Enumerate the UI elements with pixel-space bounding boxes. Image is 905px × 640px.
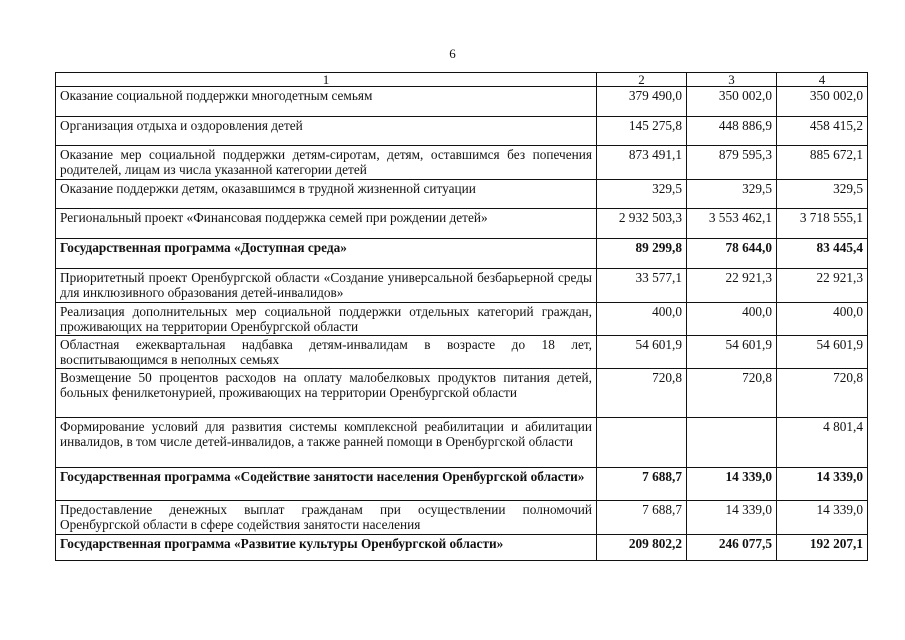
value-2023-cell: 54 601,9 [597,336,687,369]
row-name-cell: Оказание мер социальной поддержки детям-сиротам, детям, оставшимся без попечения родителей, лицам из числа указанной категории детей [56,146,597,180]
table-row [56,303,868,336]
value-2023-cell: 7 688,7 [597,501,687,535]
value-2024-cell: 22 921,3 [687,269,777,303]
table-row [56,117,868,146]
value-2023-cell: 33 577,1 [597,269,687,303]
value-2025-cell: 22 921,3 [777,269,868,303]
row-name-cell: Оказание социальной поддержки многодетным семьям [56,87,597,117]
column-header: 3 [687,73,777,87]
table-row [56,501,868,535]
value-2025-cell: 885 672,1 [777,146,868,180]
row-name-cell: Оказание поддержки детям, оказавшимся в трудной жизненной ситуации [56,180,597,209]
column-header: 2 [597,73,687,87]
row-name-cell: Возмещение 50 процентов расходов на оплату малобелковых продуктов питания детей, больных фенилкетонурией, проживающих на территории Оренбургской области [56,369,597,418]
value-2025-cell: 458 415,2 [777,117,868,146]
value-2024-cell: 350 002,0 [687,87,777,117]
row-name-cell: Областная ежеквартальная надбавка детям-инвалидам в возрасте до 18 лет, воспитывающимся в неполных семьях [56,336,597,369]
table-row [56,146,868,180]
table-row [56,369,868,418]
value-2023-cell: 379 490,0 [597,87,687,117]
value-2025-cell: 3 718 555,1 [777,209,868,239]
value-2023-cell: 209 802,2 [597,535,687,561]
value-2023-cell: 720,8 [597,369,687,418]
table-row [56,209,868,239]
table-row [56,468,868,501]
value-2023-cell [597,418,687,468]
budget-table [55,72,868,561]
value-2025-cell: 83 445,4 [777,239,868,269]
value-2024-cell: 14 339,0 [687,468,777,501]
table-row [56,336,868,369]
row-name-cell: Предоставление денежных выплат гражданам при осуществлении полномочий Оренбургской области в сфере содействия занятости населения [56,501,597,535]
value-2024-cell: 14 339,0 [687,501,777,535]
value-2023-cell: 329,5 [597,180,687,209]
value-2025-cell: 350 002,0 [777,87,868,117]
row-name-cell: Региональный проект «Финансовая поддержка семей при рождении детей» [56,209,597,239]
page-number: 6 [449,46,456,61]
value-2024-cell: 3 553 462,1 [687,209,777,239]
value-2023-cell: 7 688,7 [597,468,687,501]
value-2024-cell: 78 644,0 [687,239,777,269]
table-row [56,418,868,468]
row-name-cell: Приоритетный проект Оренбургской области «Создание универсальной безбарьерной среды для инклюзивного образования детей-инвалидов» [56,269,597,303]
value-2024-cell: 54 601,9 [687,336,777,369]
value-2025-cell: 720,8 [777,369,868,418]
value-2024-cell: 448 886,9 [687,117,777,146]
table-row [56,535,868,561]
row-name-cell: Государственная программа «Доступная среда» [56,239,597,269]
row-name-cell: Организация отдыха и оздоровления детей [56,117,597,146]
value-2024-cell: 329,5 [687,180,777,209]
value-2024-cell: 879 595,3 [687,146,777,180]
value-2025-cell: 400,0 [777,303,868,336]
row-name-cell: Государственная программа «Содействие занятости населения Оренбургской области» [56,468,597,501]
value-2024-cell: 400,0 [687,303,777,336]
value-2023-cell: 145 275,8 [597,117,687,146]
value-2023-cell: 89 299,8 [597,239,687,269]
value-2025-cell: 14 339,0 [777,501,868,535]
table-header-row [56,73,868,87]
row-name-cell: Формирование условий для развития системы комплексной реабилитации и абилитации инвалидов, в том числе детей-инвалидов, а также ранней помощи в Оренбургской области [56,418,597,468]
column-header: 1 [56,73,597,87]
value-2024-cell [687,418,777,468]
value-2023-cell: 2 932 503,3 [597,209,687,239]
value-2024-cell: 720,8 [687,369,777,418]
row-name-cell: Государственная программа «Развитие культуры Оренбургской области» [56,535,597,561]
value-2025-cell: 329,5 [777,180,868,209]
value-2025-cell: 54 601,9 [777,336,868,369]
table-row [56,269,868,303]
value-2025-cell: 4 801,4 [777,418,868,468]
table-row [56,87,868,117]
column-header: 4 [777,73,868,87]
value-2024-cell: 246 077,5 [687,535,777,561]
value-2025-cell: 14 339,0 [777,468,868,501]
value-2023-cell: 873 491,1 [597,146,687,180]
table-row [56,180,868,209]
row-name-cell: Реализация дополнительных мер социальной поддержки отдельных категорий граждан, проживающих на территории Оренбургской области [56,303,597,336]
value-2023-cell: 400,0 [597,303,687,336]
value-2025-cell: 192 207,1 [777,535,868,561]
table-row [56,239,868,269]
